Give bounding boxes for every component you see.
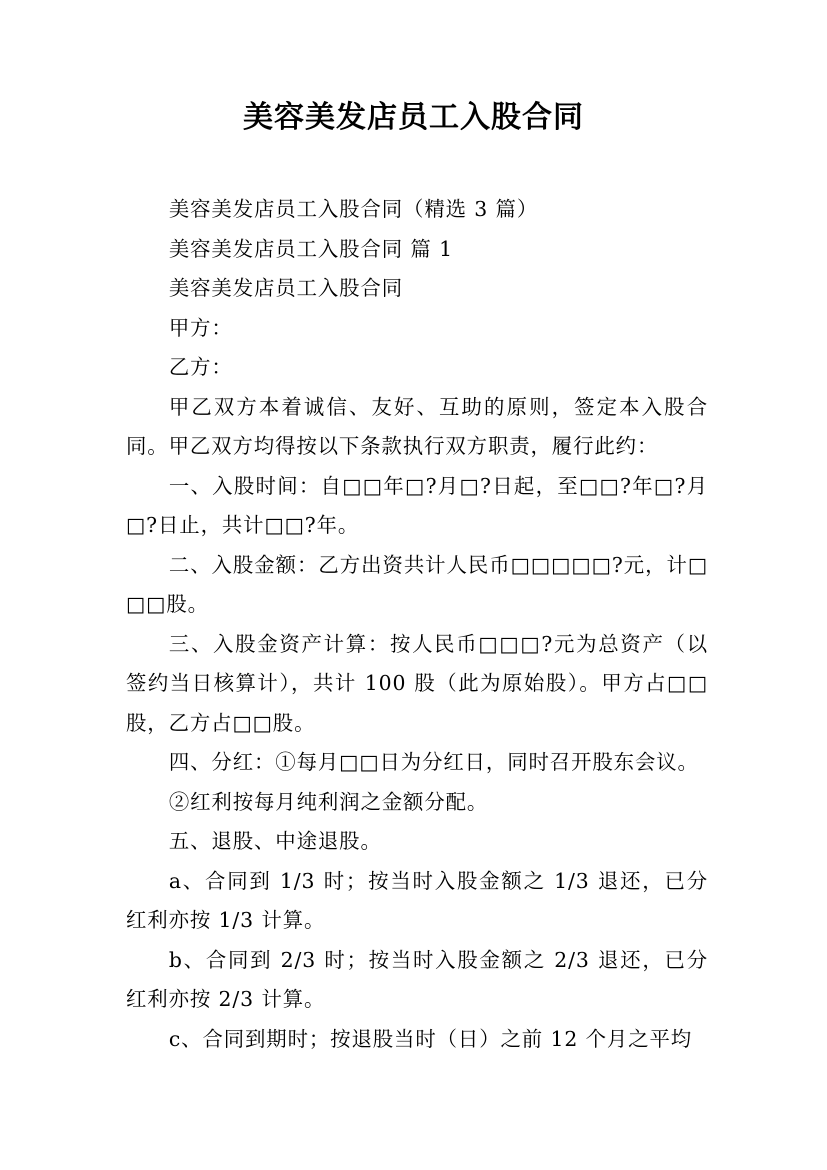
document-title: 美容美发店员工入股合同 (243, 100, 584, 135)
document-body (126, 190, 708, 1059)
paragraph: b、合同到 2/3 时；按当时入股金额之 2/3 退还，已分红利亦按 2/3 计算。 (126, 947, 708, 1011)
paragraph: 美容美发店员工入股合同 (168, 276, 404, 300)
paragraph: 美容美发店员工入股合同（精选 3 篇） (168, 197, 539, 221)
paragraph: 四、分红：①每月□□日为分红日，同时召开股东会议。 (168, 750, 699, 774)
paragraph: 三、入股金资产计算：按人民币□□□?元为总资产（以签约当日核算计），共计 100 股（此为原始股）。甲方占□□股，乙方占□□股。 (126, 631, 708, 735)
paragraph: c、合同到期时；按退股当时（日）之前 12 个月之平均 (168, 1026, 693, 1051)
paragraph: ②红利按每月纯利润之金额分配。 (168, 789, 489, 814)
paragraph: 五、退股、中途退股。 (168, 829, 382, 853)
paragraph: a、合同到 1/3 时；按当时入股金额之 1/3 退还，已分红利亦按 1/3 计算。 (126, 868, 708, 932)
paragraph: 甲乙双方本着诚信、友好、互助的原则，签定本入股合同。甲乙双方均得按以下条款执行双方职责，履行此约： (126, 394, 708, 458)
paragraph: 甲方： (168, 315, 233, 340)
paragraph: 二、入股金额：乙方出资共计人民币□□□□□?元，计□□□股。 (126, 552, 708, 616)
paragraph: 乙方： (168, 355, 233, 379)
paragraph: 一、入股时间：自□□年□?月□?日起，至□□?年□?月□?日止，共计□□?年。 (126, 473, 708, 537)
paragraph: 美容美发店员工入股合同 篇 1 (168, 236, 453, 261)
